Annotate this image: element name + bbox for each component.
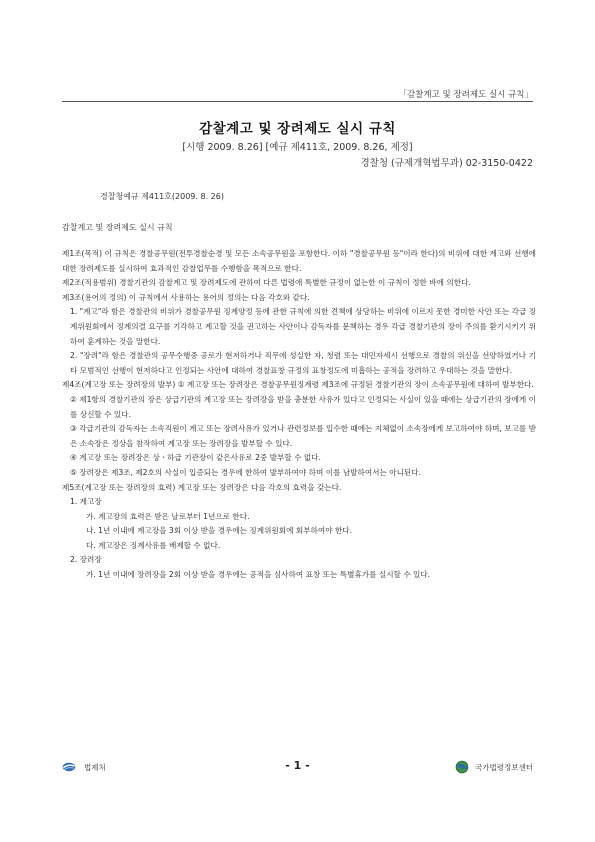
page-title: 감찰계고 및 장려제도 실시 규칙	[199, 121, 396, 137]
article-5-item-1-da: 다. 계고장은 징계사유를 배제할 수 없다.	[86, 540, 221, 550]
agency-contact: 경찰청 (규제개혁법무과) 02-3150-0422	[360, 158, 533, 169]
article-3-item-2: 2. "장려"라 함은 경찰관의 공무수행중 공로가 현저하거나 직무에 성실한 자, 청렴 또는 대민자세시 선행으로 경찰의 위신을 선양하였거나 기타 모범적인 선행이 현저하다고 인정되는 사안에 대하여 경찰표창 규정의 표창정도에 미흡하는 공적을 장려하고 우대하는 것을 말한다.	[70, 351, 536, 375]
article-3-item-1: 1. "계고"라 함은 경찰관의 비위가 경찰공무원 징계양정 등에 관한 규칙에 의한 견책에 상당하는 비위에 이르지 못한 경미한 사안 또는 각급 징계위원회에서 징계의결 요구를 기각하고 계고할 것을 권고하는 사안이나 감독자를 문책하는 경우 각급 경찰기관의 장이 주의를 환기시키기 위하여 훈계하는 것을 말한다.	[70, 307, 536, 346]
page-footer	[62, 758, 533, 780]
article-4-para-1: 제4조(계고장 또는 장려장의 발부) ① 계고장 또는 장려장은 경찰공무원징계령 제3조에 규정된 경찰기관의 장이 소속공무원에 대하여 발부한다.	[62, 380, 534, 390]
article-2: 제2조(적용범위) 경찰기관의 감찰계고 및 장려제도에 관하여 다른 법령에 특별한 규정이 없는한 이 규칙이 정한 바에 의한다.	[62, 278, 471, 288]
document-header-tag: 「감찰계고 및 장려제도 실시 규칙」	[398, 90, 533, 100]
article-5-item-1-na: 나. 1년 이내에 계고장을 3회 이상 받을 경우에는 징계위원회에 회부하여야 한다.	[86, 526, 353, 536]
issue-number: 경찰청예규 제411호(2009. 8. 26)	[100, 192, 224, 201]
document-body	[62, 247, 536, 583]
article-5-item-1: 1. 계고장	[70, 497, 102, 507]
article-1: 제1조(목적) 이 규칙은 경찰공무원(전투경찰순경 및 모든 소속공무원을 포함한다. 이하 "경찰공무원 등"이라 한다)의 비위에 대한 계고와 선행에 대한 장려제도를 실시하여 효과적인 감찰업무를 수행함을 목적으로 한다.	[62, 249, 536, 273]
article-5: 제5조(계고장 또는 장려장의 효력) 계고장 또는 장려장은 다음 각호의 효력을 갖는다.	[62, 482, 342, 492]
page-number: - 1 -	[285, 759, 310, 772]
rule-name: 감찰계고 및 장려제도 실시 규칙	[62, 223, 173, 232]
footer-left-label: 법제처	[84, 762, 106, 772]
article-4-para-4: ④ 계고장 또는 장려장은 상ㆍ하급 기관장이 같은사유로 2중 발부할 수 없다.	[70, 453, 321, 463]
article-4-para-5: ⑤ 장려장은 제3조, 제2호의 사실이 입증되는 경우에 한하여 발부하여야 하며 이를 남발하여서는 아니된다.	[70, 467, 422, 477]
footer-right-label: 국가법령정보센터	[475, 762, 533, 772]
article-4-para-2: ② 제1항의 경찰기관의 장은 상급기관의 계고장 또는 장려장을 받을 충분한 사유가 있다고 인정되는 사실이 있을 때에는 상급기관의 장에게 이를 상신할 수 있다.	[70, 394, 536, 419]
article-5-item-2-ga: 가. 1년 이내에 장려장을 2회 이상 받을 경우에는 공적을 심사하여 표창 또는 특별휴가를 실시할 수 있다.	[86, 570, 431, 580]
article-5-item-2: 2. 장려장	[70, 555, 102, 565]
footer-right	[455, 760, 533, 774]
article-5-item-1-ga: 가. 계고장의 효력은 받은 날로부터 1년으로 한다.	[86, 511, 250, 521]
enforcement-meta: [시행 2009. 8.26] [예규 제411호, 2009. 8.26, 제정]	[182, 142, 413, 153]
article-4-para-3: ③ 각급기관의 감독자는 소속직원이 계고 또는 장려사유가 있거나 관련정보를 입수한 때에는 지체없이 소속장에게 보고하여야 하며, 보고를 받은 소속장은 정상을 참작하여 계고장 또는 장려장을 발부할 수 있다.	[70, 424, 536, 448]
header-divider	[62, 101, 533, 102]
globe-logo-icon	[455, 760, 469, 774]
article-3: 제3조(용어의 정의) 이 규칙에서 사용하는 용어의 정의는 다음 각호와 같다.	[62, 292, 310, 302]
